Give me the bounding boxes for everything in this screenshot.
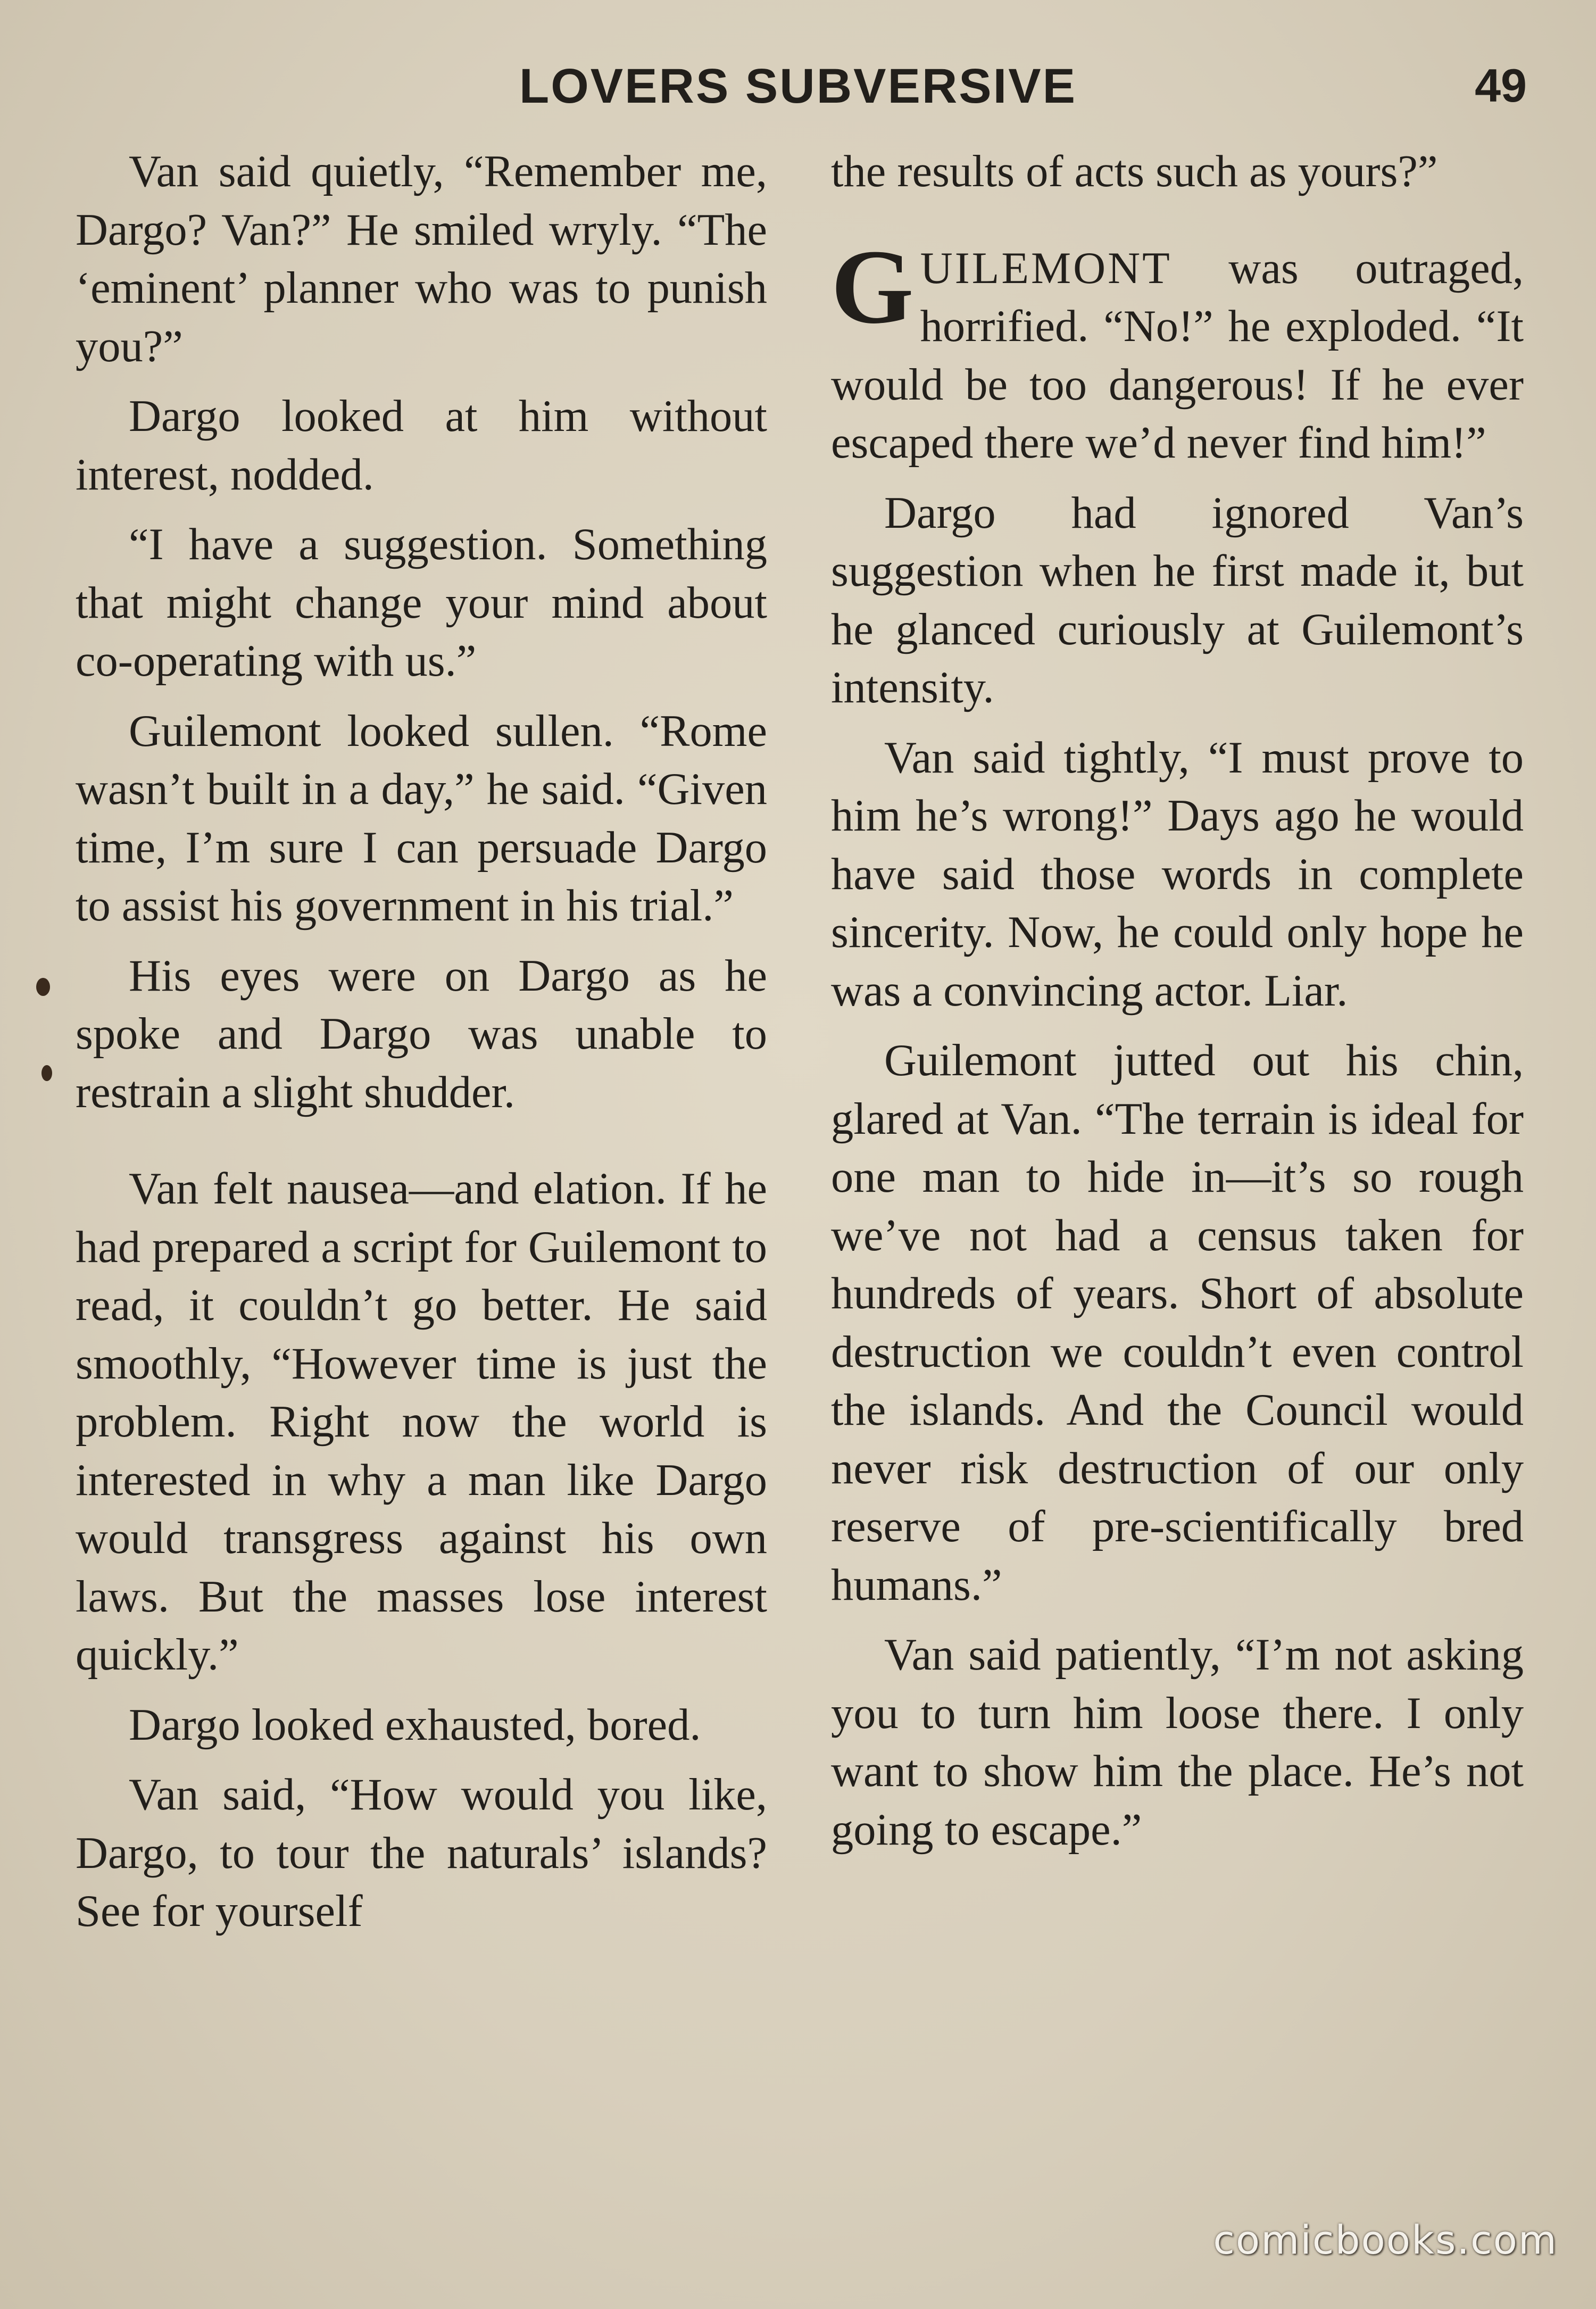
- drop-cap-paragraph-text: was outraged, horrified. “No!” he exploded. “It would be too dangerous! If he ever escaped there we’d never find him!”: [831, 243, 1524, 468]
- continued-paragraph: the results of acts such as yours?”: [831, 147, 1438, 196]
- left-column: [76, 143, 767, 1953]
- paragraph: His eyes were on Dargo as he spoke and Dargo was unable to restrain a slight shudder.: [76, 951, 767, 1117]
- ink-speck: [41, 1065, 52, 1081]
- paragraph: “I have a suggestion. Something that might change your mind about co-operating with us.”: [76, 520, 767, 686]
- page-number: 49: [1475, 59, 1527, 112]
- page-header: [0, 59, 1596, 122]
- paragraph: Van said patiently, “I’m not asking you to turn him loose there. I only want to show him the place. He’s not going to escape.”: [831, 1630, 1524, 1855]
- drop-cap-paragraph: [831, 228, 1524, 472]
- paragraph: Van said tightly, “I must prove to him he’s wrong!” Days ago he would have said those words in complete sincerity. Now, he could only hope he was a convincing actor. Liar.: [831, 733, 1524, 1016]
- drop-cap: G: [831, 228, 914, 346]
- right-column: [831, 143, 1524, 1871]
- watermark: comicbooks.com: [1213, 2217, 1558, 2263]
- paragraph: Guilemont looked sullen. “Rome wasn’t built in a day,” he said. “Given time, I’m sure I can persuade Dargo to assist his government in his trial.”: [76, 706, 767, 931]
- paragraph: Van felt nausea—and elation. If he had prepared a script for Guilemont to read, it couldn’t go better. He said smoothly, “However time is just the problem. Right now the world is interested in why a man like Dargo would transgress against his own laws. But the masses lose interest quickly.”: [76, 1164, 767, 1680]
- paragraph: Van said, “How would you like, Dargo, to tour the naturals’ islands? See for yourself: [76, 1770, 767, 1936]
- paragraph: Dargo had ignored Van’s suggestion when he first made it, but he glanced curiously at Guilemont’s intensity.: [831, 488, 1524, 712]
- paragraph: Van said quietly, “Remember me, Dargo? Van?” He smiled wryly. “The ‘eminent’ planner who was to punish you?”: [76, 147, 767, 371]
- paragraph: Dargo looked at him without interest, nodded.: [76, 392, 767, 500]
- paragraph: Dargo looked exhausted, bored.: [129, 1700, 701, 1750]
- small-caps-lead: UILEMONT: [920, 243, 1172, 293]
- ink-speck: [36, 978, 50, 996]
- paragraph: Guilemont jutted out his chin, glared at Van. “The terrain is ideal for one man to hide in—it’s so rough we’ve not had a census taken for hundreds of years. Short of absolute destruction we couldn’t even control the islands. And the Council would never risk destruction of our only reserve of pre-scientifically bred humans.”: [831, 1036, 1524, 1610]
- running-title: LOVERS SUBVERSIVE: [519, 59, 1077, 113]
